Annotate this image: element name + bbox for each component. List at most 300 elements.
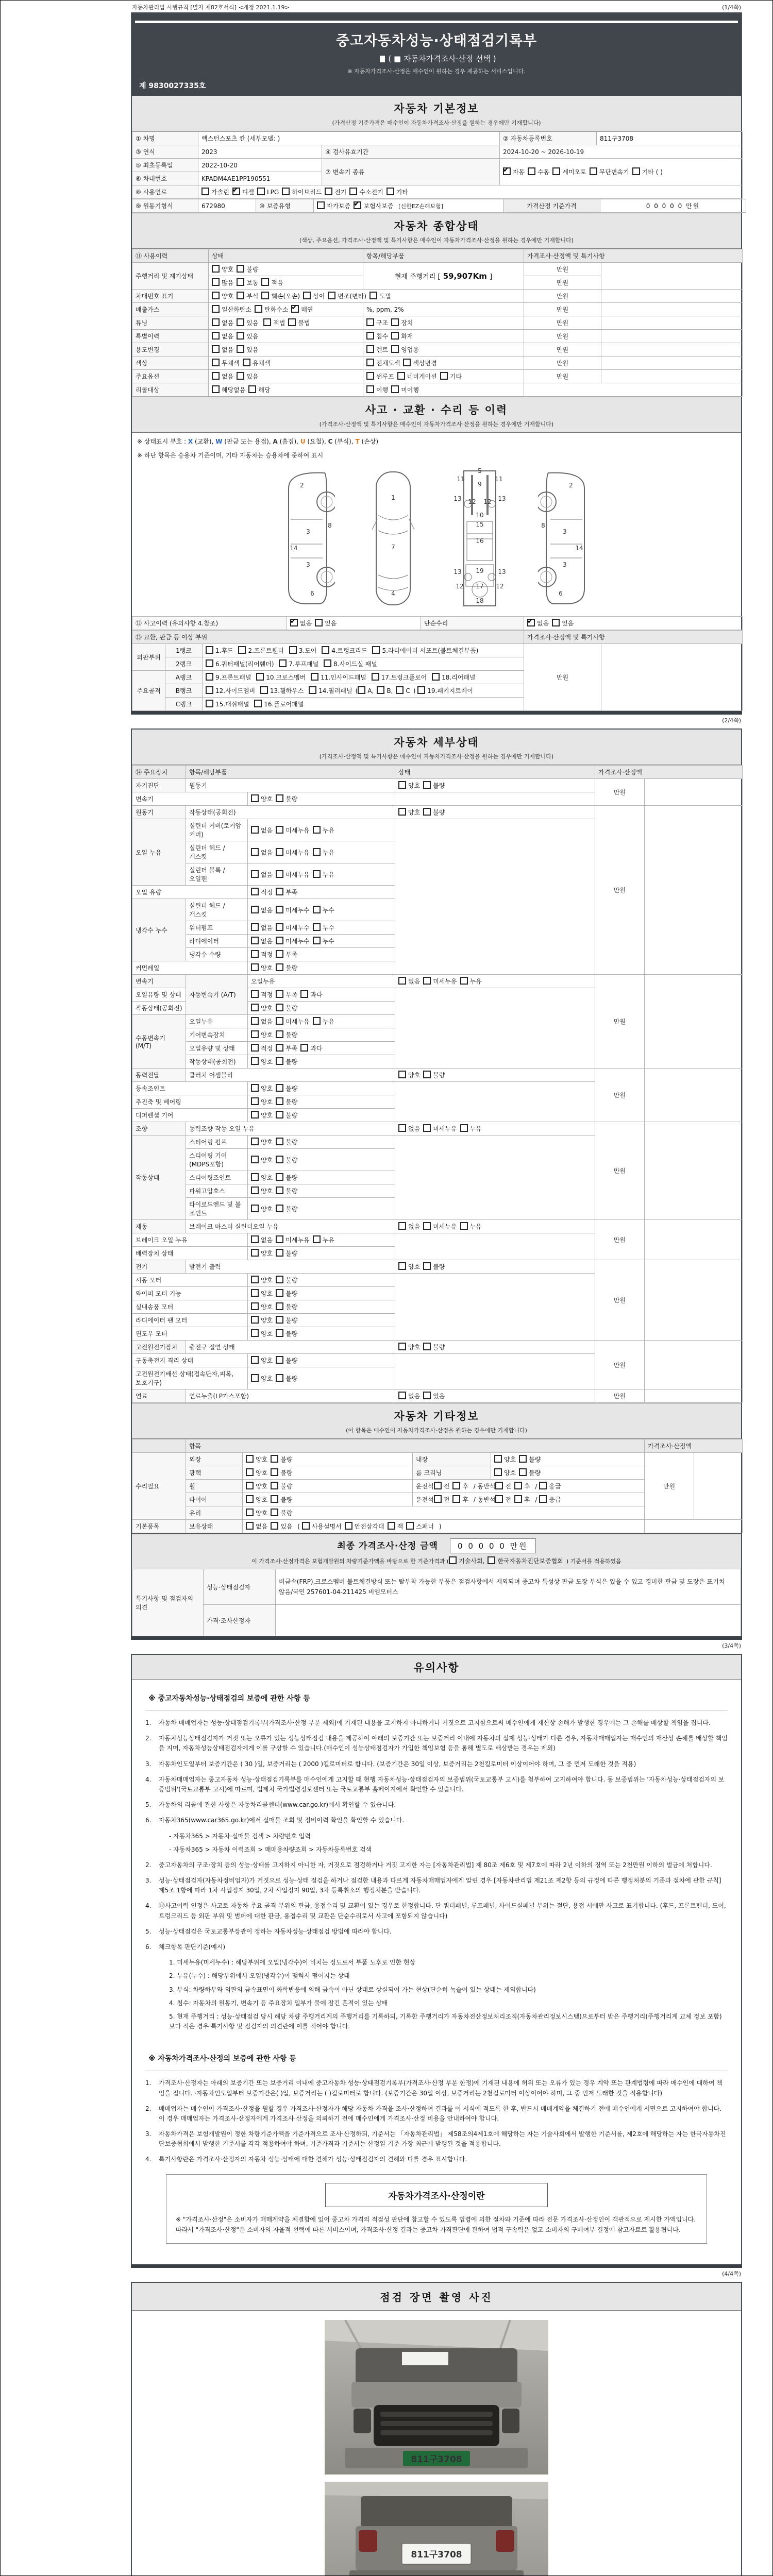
checkbox[interactable] bbox=[201, 188, 209, 195]
checkbox[interactable] bbox=[246, 1455, 254, 1463]
checkbox[interactable] bbox=[391, 385, 399, 393]
checkbox[interactable] bbox=[440, 372, 448, 380]
checkbox[interactable] bbox=[325, 188, 332, 195]
checkbox[interactable] bbox=[495, 1495, 503, 1503]
detail-state-table bbox=[132, 765, 741, 1403]
checkbox[interactable] bbox=[246, 1482, 254, 1489]
title-banner bbox=[132, 13, 741, 96]
check-option: 7.루프패널 bbox=[279, 659, 318, 668]
accident-history: ⑫ 사고이력 (유의사항 4.참조) ✔ 없음 있음 단순수리 ✔ 없음 있음 bbox=[132, 616, 743, 630]
checkbox[interactable] bbox=[254, 700, 262, 707]
checkbox[interactable] bbox=[354, 201, 361, 209]
diagram-part-2: 2 bbox=[569, 482, 573, 489]
check-option: 불량 bbox=[271, 1495, 292, 1504]
checkbox[interactable] bbox=[366, 332, 374, 340]
checkbox[interactable] bbox=[460, 1124, 468, 1132]
check-option: 누유 bbox=[313, 826, 334, 835]
checkbox[interactable] bbox=[300, 990, 308, 998]
checkbox[interactable] bbox=[403, 359, 411, 366]
checkbox[interactable] bbox=[391, 332, 399, 340]
check-option: 없음 bbox=[212, 345, 233, 354]
checkbox[interactable] bbox=[251, 1302, 259, 1310]
checkbox[interactable] bbox=[251, 870, 259, 878]
checkbox[interactable] bbox=[251, 1084, 259, 1092]
document-number: 제 9830027335호 bbox=[139, 82, 206, 90]
check-option: 기타 bbox=[386, 188, 408, 196]
check-option: 양호 bbox=[246, 1495, 267, 1504]
check-option: 불량 bbox=[423, 781, 445, 790]
checkbox[interactable] bbox=[237, 292, 244, 299]
checkbox[interactable] bbox=[212, 372, 220, 380]
checkbox[interactable] bbox=[237, 318, 244, 326]
checkbox[interactable] bbox=[434, 1482, 442, 1489]
checkbox[interactable] bbox=[251, 1356, 259, 1364]
check-option: 양호 bbox=[494, 1455, 516, 1464]
checkbox[interactable] bbox=[276, 1329, 283, 1337]
checkbox[interactable] bbox=[243, 359, 250, 366]
other-info: 항목 가격조사·산정액 수리필요 외장 양호 불량 내장 양호 불량 만원 광택 양호 불량 룸 크리닝 양호 불량 휠 양호 불량 운전석 전 후 / 동반석 전 후 / 응급 타이어 양호 불량 운전석 전 후 / 동반석 전 후 / 응급 유리 양호 불량 기본품목 보유상태 없음 있음 ( 사용설명서 안전삼각대 잭 스패너 ) bbox=[132, 1439, 743, 1533]
checkbox[interactable] bbox=[432, 673, 440, 681]
checkbox[interactable] bbox=[349, 188, 357, 195]
diagram-part-6: 6 bbox=[559, 590, 563, 597]
overall-title: 자동차 종합상태 bbox=[394, 220, 479, 232]
checkbox[interactable] bbox=[251, 937, 259, 944]
check-option: 응급 bbox=[539, 1482, 561, 1490]
checkbox[interactable] bbox=[372, 646, 380, 654]
check-option: 미세누유 bbox=[276, 826, 309, 835]
checkbox[interactable] bbox=[315, 619, 323, 626]
check-option: 11.인사이드패널 bbox=[311, 673, 366, 682]
checkbox[interactable] bbox=[495, 1482, 503, 1489]
check-option: 적법 bbox=[263, 318, 285, 327]
checkbox[interactable] bbox=[251, 826, 259, 834]
notice-item: 6. 체크항목 판단기준(예시) bbox=[145, 1943, 226, 1951]
checkbox[interactable] bbox=[369, 292, 377, 299]
checkbox[interactable] bbox=[398, 781, 406, 789]
checkbox[interactable] bbox=[311, 673, 318, 681]
status-code-A: A bbox=[273, 438, 278, 445]
checkbox[interactable] bbox=[423, 977, 431, 985]
checkbox[interactable] bbox=[206, 673, 213, 681]
diagram-part-4: 4 bbox=[391, 590, 395, 597]
checkbox[interactable] bbox=[251, 1111, 259, 1118]
checkbox[interactable] bbox=[528, 167, 535, 175]
checkbox[interactable] bbox=[324, 659, 331, 667]
check-option: 미세누수 bbox=[276, 937, 309, 945]
check-option: 불량 bbox=[271, 1482, 292, 1490]
accident-header bbox=[132, 397, 741, 433]
checkbox[interactable] bbox=[377, 686, 384, 694]
checkbox[interactable] bbox=[276, 937, 283, 944]
checkbox[interactable] bbox=[398, 977, 406, 985]
checkbox[interactable] bbox=[358, 686, 365, 694]
checkbox[interactable] bbox=[232, 188, 240, 195]
checkbox[interactable] bbox=[248, 385, 256, 393]
check-option: 양호 bbox=[398, 1071, 420, 1079]
check-option: ✔ 없음 bbox=[290, 619, 312, 628]
rear-license-plate: 811구3708 bbox=[411, 2550, 462, 2561]
checkbox[interactable] bbox=[434, 1495, 442, 1503]
checkbox[interactable] bbox=[276, 1173, 283, 1181]
checkbox[interactable] bbox=[590, 167, 597, 175]
checkbox[interactable] bbox=[276, 963, 283, 971]
checkbox[interactable] bbox=[237, 332, 244, 340]
checkbox[interactable] bbox=[276, 1097, 283, 1105]
checkbox[interactable] bbox=[322, 646, 329, 654]
detail-title: 자동차 세부상태 bbox=[394, 736, 479, 749]
checkbox[interactable] bbox=[276, 1316, 283, 1324]
check-option: 양호 bbox=[251, 1302, 273, 1311]
checkbox[interactable] bbox=[271, 1482, 278, 1489]
check-option: 네비게이션 bbox=[397, 372, 437, 381]
checkbox[interactable] bbox=[423, 1071, 431, 1078]
checkbox[interactable] bbox=[366, 372, 374, 380]
checkbox[interactable] bbox=[246, 1495, 254, 1503]
checkbox[interactable] bbox=[251, 848, 259, 856]
checkbox[interactable] bbox=[391, 345, 399, 353]
checkbox[interactable] bbox=[276, 1030, 283, 1038]
checkbox[interactable] bbox=[237, 372, 244, 380]
checkbox[interactable] bbox=[237, 278, 244, 286]
checkbox[interactable] bbox=[251, 1187, 259, 1194]
checkbox[interactable] bbox=[251, 1289, 259, 1297]
check-option: 불량 bbox=[276, 1173, 297, 1182]
checkbox[interactable] bbox=[386, 188, 394, 195]
notices-title: 유의사항 bbox=[413, 1662, 460, 1674]
check-option: 해당없음 bbox=[212, 385, 245, 394]
check-option: 양호 bbox=[246, 1455, 267, 1464]
check-option: 5.라디에이터 서포트(볼트체결부품) bbox=[372, 646, 478, 655]
checkbox[interactable] bbox=[251, 1329, 259, 1337]
checkbox[interactable] bbox=[271, 1495, 278, 1503]
checkbox[interactable] bbox=[452, 1495, 460, 1503]
checkbox[interactable] bbox=[300, 1044, 308, 1052]
checkbox[interactable] bbox=[423, 781, 431, 789]
checkbox[interactable] bbox=[246, 1468, 254, 1476]
check-option: 스패너 bbox=[406, 1522, 434, 1531]
checkbox[interactable] bbox=[276, 1111, 283, 1118]
checkbox[interactable] bbox=[396, 686, 404, 694]
check-option: 사용설명서 bbox=[302, 1522, 342, 1531]
notice-item: 1. 자동차 매매업자는 성능·상태점검기록부(가격조사·산정 부분 제외)에 기재된 내용을 고지하지 아니하거나 거짓으로 고지함으로써 매수인에게 재산상 손해가 발생한 경우에는 그 손해를 배상할 책임을 집니다. bbox=[145, 1719, 711, 1726]
checkbox[interactable] bbox=[251, 906, 259, 913]
checkbox[interactable] bbox=[552, 167, 560, 175]
checkbox[interactable] bbox=[256, 673, 264, 681]
checkbox[interactable] bbox=[632, 167, 640, 175]
checkbox[interactable] bbox=[366, 385, 374, 393]
checkbox[interactable] bbox=[212, 318, 220, 326]
checkbox[interactable] bbox=[372, 673, 379, 681]
checkbox[interactable] bbox=[271, 1455, 278, 1463]
checkbox[interactable] bbox=[388, 1522, 395, 1530]
checkbox[interactable] bbox=[255, 305, 262, 313]
checkbox[interactable] bbox=[251, 1057, 259, 1065]
checkbox[interactable] bbox=[317, 201, 325, 209]
checkbox[interactable] bbox=[276, 1187, 283, 1194]
check-option: 전 bbox=[434, 1482, 450, 1490]
checkbox[interactable] bbox=[423, 1392, 431, 1399]
checkbox[interactable] bbox=[276, 1374, 283, 1382]
checkbox[interactable] bbox=[212, 278, 220, 286]
check-option: 부족 bbox=[276, 1044, 297, 1053]
checkbox[interactable] bbox=[366, 318, 374, 326]
checkbox[interactable] bbox=[313, 870, 321, 878]
check-option: 불량 bbox=[276, 1374, 297, 1383]
checkbox[interactable] bbox=[303, 292, 311, 299]
checkbox[interactable] bbox=[398, 1124, 406, 1132]
checkbox[interactable] bbox=[251, 1017, 259, 1025]
checkbox[interactable] bbox=[279, 659, 287, 667]
checkbox[interactable] bbox=[271, 1468, 278, 1476]
checkbox[interactable] bbox=[276, 906, 283, 913]
checkbox[interactable] bbox=[276, 923, 283, 931]
check-option: 양호 bbox=[251, 1289, 273, 1298]
checkbox[interactable] bbox=[251, 1235, 259, 1243]
checkbox[interactable] bbox=[290, 619, 298, 626]
check-option: 후 bbox=[452, 1495, 468, 1504]
checkbox[interactable] bbox=[398, 1071, 406, 1078]
checkbox[interactable] bbox=[276, 870, 283, 878]
checkbox[interactable] bbox=[366, 345, 374, 353]
checkbox[interactable] bbox=[398, 1262, 406, 1270]
checkbox[interactable] bbox=[514, 1482, 522, 1489]
checkbox[interactable] bbox=[291, 305, 299, 313]
checkbox[interactable] bbox=[328, 292, 335, 299]
checkbox[interactable] bbox=[206, 686, 213, 694]
page-marker-4: (4/4쪽) bbox=[722, 2270, 741, 2278]
checkbox[interactable] bbox=[423, 1262, 431, 1270]
checkbox[interactable] bbox=[552, 619, 560, 626]
checkbox[interactable] bbox=[212, 265, 220, 273]
checkbox[interactable] bbox=[251, 1004, 259, 1011]
checkbox[interactable] bbox=[313, 1235, 321, 1243]
checkbox[interactable] bbox=[423, 1222, 431, 1230]
check-option: 후 bbox=[514, 1495, 530, 1504]
checkbox[interactable] bbox=[257, 188, 265, 195]
check-option: 미세누수 bbox=[276, 923, 309, 932]
check-option: 불량 bbox=[276, 1316, 297, 1325]
checkbox[interactable] bbox=[313, 848, 321, 856]
check-option: 썬루프 bbox=[366, 372, 394, 381]
checkbox[interactable] bbox=[251, 1030, 259, 1038]
checkbox[interactable] bbox=[251, 990, 259, 998]
overall-state-table bbox=[132, 249, 741, 397]
check-option: 있음 bbox=[237, 332, 258, 341]
checkbox[interactable] bbox=[423, 1343, 431, 1350]
detail-subtitle: (가격조사·산정액 및 특기사항은 매수인이 자동차가격조사·산정을 원하는 경우에만 기재합니다) bbox=[319, 753, 554, 760]
notices-section2-heading: ※ 자동차가격조사·산정의 보증에 관한 사항 등 bbox=[145, 2045, 728, 2071]
checkbox[interactable] bbox=[488, 1556, 495, 1564]
check-option: 잭 bbox=[388, 1522, 404, 1531]
document-title: 중고자동차성능·상태점검기록부 bbox=[335, 33, 537, 49]
overall-state: ⑪ 사용이력 상태 항목/해당부품 가격조사·산정액 및 특기사항 주행거리 및 계기상태 양호 불량 현재 주행거리 [ 59,907Km ] 만원 많음 보통 적음 만원 차대번호 표기 양호 부식 훼손(오손) 상이 변조(변타) 도말 만원 배출가스 일산화탄소 탄화수소 ✔ 매연 %, ppm, 2% 만원 튜닝 없음 있음 적법 불법 구조 장치 만원 특별이력 없음 있음 침수 화재 만원 용도변경 없음 있음 렌트 영업용 만원 색상 무채색 유채색 전체도색 색상변경 만원 주요옵션 없음 있음 썬루프 네비게이션 기타 만원 리콜대상 해당없음 해당 이행 미이행 bbox=[132, 249, 743, 397]
checkbox[interactable] bbox=[398, 1222, 406, 1230]
checkbox[interactable] bbox=[276, 1057, 283, 1065]
car-view-1 bbox=[278, 468, 335, 608]
page-1 bbox=[131, 12, 742, 711]
checkbox[interactable] bbox=[260, 686, 268, 694]
checkbox[interactable] bbox=[514, 1495, 522, 1503]
check-option: 기타 bbox=[440, 372, 462, 381]
checkbox[interactable] bbox=[251, 950, 259, 958]
checkbox[interactable] bbox=[276, 1249, 283, 1257]
checkbox[interactable] bbox=[276, 1004, 283, 1011]
checkbox[interactable] bbox=[276, 1084, 283, 1092]
checkbox[interactable] bbox=[261, 278, 269, 286]
checkbox[interactable] bbox=[251, 1205, 259, 1212]
checkbox[interactable] bbox=[246, 1522, 254, 1530]
checkbox[interactable] bbox=[251, 1138, 259, 1145]
checkbox[interactable] bbox=[276, 794, 283, 802]
special-notes: 특기사항 및 점검자의 의견 성능·상태점검자 비금속(FRP),크로스멤버 볼트체결방식 또는 탈부착 가능한 부품은 점검사항에서 제외되며 중고차 특성상 판금 도장 부식은 있을 수 있고 경미한 판금 및 도장은 표기치 않음/국민 257601-04-211425 비엠모터스 가격·조사산정자 bbox=[132, 1569, 741, 1636]
checkbox[interactable] bbox=[276, 990, 283, 998]
checkbox[interactable] bbox=[539, 1495, 547, 1503]
diagram-part-18: 18 bbox=[476, 597, 484, 604]
check-option: 불량 bbox=[423, 1343, 445, 1351]
checkbox[interactable] bbox=[212, 305, 220, 313]
check-option: 있음 bbox=[237, 372, 258, 381]
notice-item: 3. 자동차인도일부터 보증기간은 ( 30 )일, 보증거리는 ( 2000 )킬로미터로 합니다. (보증기간은 30일 이상, 보증거리는 2천킬로미터 이상이어야 하며, 그 중 먼저 도래한 것을 적용) bbox=[145, 1760, 636, 1768]
checkbox[interactable] bbox=[237, 345, 244, 353]
checkbox[interactable] bbox=[460, 1222, 468, 1230]
checkbox[interactable] bbox=[366, 359, 374, 366]
checkbox[interactable] bbox=[251, 1374, 259, 1382]
checkbox[interactable] bbox=[391, 318, 399, 326]
checkbox[interactable] bbox=[519, 1455, 527, 1463]
checkbox[interactable] bbox=[276, 1302, 283, 1310]
check-option: 양호 bbox=[251, 1111, 273, 1120]
notice-item: 3. 성능·상태점검자(자동차정비업자)가 거짓으로 성능·상태 점검을 하거나 점검한 내용과 다르게 자동차매매업자에게 알린 경우 [자동차관리법 제21조 제2항 등의 규정에 따른 행정처분의 기준과 절차에 관한 규칙] 제5조 1항에 따라 1차 사업정지 30일, 2차 사업정지 90일, 3차 등록취소의 행정처분을 받습니다. bbox=[145, 1877, 721, 1894]
diagram-part-1: 1 bbox=[391, 494, 395, 501]
checkbox[interactable] bbox=[397, 372, 405, 380]
checkbox[interactable] bbox=[519, 1468, 527, 1476]
checkbox[interactable] bbox=[276, 1017, 283, 1025]
checkbox[interactable] bbox=[212, 332, 220, 340]
checkbox[interactable] bbox=[212, 345, 220, 353]
checkbox[interactable] bbox=[238, 646, 246, 654]
check-option: 한국자동차진단보증협회 bbox=[488, 1556, 563, 1565]
checkbox[interactable] bbox=[313, 923, 321, 931]
checkbox[interactable] bbox=[276, 1156, 283, 1163]
check-option: 불량 bbox=[276, 1276, 297, 1284]
checkbox[interactable] bbox=[237, 265, 244, 273]
checkbox[interactable] bbox=[251, 1173, 259, 1181]
check-option: ✔ 없음 bbox=[527, 619, 549, 628]
checkbox[interactable] bbox=[271, 1522, 278, 1530]
diagram-part-15: 15 bbox=[476, 521, 484, 528]
checkbox[interactable] bbox=[251, 1044, 259, 1052]
checkbox[interactable] bbox=[251, 963, 259, 971]
checkbox[interactable] bbox=[423, 1124, 431, 1132]
checkbox[interactable] bbox=[527, 619, 535, 626]
checkbox[interactable] bbox=[288, 318, 296, 326]
checkbox[interactable] bbox=[251, 1316, 259, 1324]
checkbox[interactable] bbox=[206, 646, 213, 654]
document-title-note: ※ 자동차가격조사·산정은 매수인이 원하는 경우 제공하는 서비스입니다. bbox=[347, 68, 526, 75]
checkbox[interactable] bbox=[423, 808, 431, 816]
checkbox[interactable] bbox=[503, 167, 511, 175]
checkbox[interactable] bbox=[276, 1044, 283, 1052]
check-option: 수소전기 bbox=[349, 188, 383, 196]
checkbox[interactable] bbox=[449, 1556, 457, 1564]
checkbox[interactable] bbox=[398, 808, 406, 816]
checkbox[interactable] bbox=[494, 1468, 502, 1476]
checkbox[interactable] bbox=[452, 1482, 460, 1489]
checkbox[interactable] bbox=[251, 923, 259, 931]
accident-history-table bbox=[132, 616, 741, 711]
checkbox[interactable] bbox=[460, 977, 468, 985]
checkbox[interactable] bbox=[494, 1455, 502, 1463]
checkbox[interactable] bbox=[263, 318, 271, 326]
checkbox[interactable] bbox=[282, 188, 290, 195]
diagram-part-3: 3 bbox=[563, 561, 567, 568]
checkbox[interactable] bbox=[251, 1276, 259, 1283]
diagram-part-8: 8 bbox=[541, 522, 545, 529]
checkbox[interactable] bbox=[212, 385, 220, 393]
checkbox[interactable] bbox=[212, 292, 220, 299]
notice-item: 5. 성능·상태점검은 국토교통부장관이 정하는 자동차성능·상태점검 방법에 따라야 합니다. bbox=[145, 1927, 392, 1935]
checkbox[interactable] bbox=[302, 1522, 310, 1530]
checkbox[interactable] bbox=[276, 1289, 283, 1297]
page-1-bottom-bar bbox=[131, 711, 742, 715]
checkbox[interactable] bbox=[313, 1017, 321, 1025]
check-option: 전 bbox=[495, 1495, 511, 1504]
check-option: 없음 bbox=[398, 1222, 420, 1231]
check-option: 없음 bbox=[212, 318, 233, 327]
checkbox[interactable] bbox=[406, 1522, 414, 1530]
checkbox[interactable] bbox=[276, 826, 283, 834]
checkbox[interactable] bbox=[313, 906, 321, 913]
checkbox[interactable] bbox=[251, 1156, 259, 1163]
check-option: 장치 bbox=[391, 318, 413, 327]
checkbox[interactable] bbox=[276, 848, 283, 856]
checkbox[interactable] bbox=[276, 1138, 283, 1145]
checkbox[interactable] bbox=[212, 359, 220, 366]
checkbox[interactable] bbox=[246, 1509, 254, 1516]
checkbox[interactable] bbox=[276, 950, 283, 958]
checkbox[interactable] bbox=[271, 1509, 278, 1516]
checkbox[interactable] bbox=[251, 1249, 259, 1257]
checkbox[interactable] bbox=[313, 937, 321, 944]
diagram-part-19: 19 bbox=[476, 567, 484, 574]
checkbox[interactable] bbox=[289, 646, 297, 654]
checkbox[interactable] bbox=[276, 1276, 283, 1283]
checkbox[interactable] bbox=[398, 1343, 406, 1350]
checkbox[interactable] bbox=[251, 794, 259, 802]
checkbox[interactable] bbox=[276, 1356, 283, 1364]
check-option: 누유 bbox=[460, 1222, 482, 1231]
checkbox[interactable] bbox=[309, 686, 316, 694]
checkbox[interactable] bbox=[398, 1392, 406, 1399]
checkbox[interactable] bbox=[206, 700, 213, 707]
checkbox[interactable] bbox=[276, 1235, 283, 1243]
check-option: 적정 bbox=[251, 1044, 273, 1053]
checkbox[interactable] bbox=[539, 1482, 547, 1489]
checkbox[interactable] bbox=[261, 292, 269, 299]
checkbox[interactable] bbox=[251, 1097, 259, 1105]
checkbox[interactable] bbox=[276, 1205, 283, 1212]
checkbox[interactable] bbox=[313, 826, 321, 834]
checkbox[interactable] bbox=[345, 1522, 352, 1530]
checkbox[interactable] bbox=[206, 659, 213, 667]
checkbox[interactable] bbox=[251, 888, 259, 895]
check-option: 있음 bbox=[423, 1392, 445, 1400]
checkbox[interactable] bbox=[276, 888, 283, 895]
check-option: 양호 bbox=[212, 265, 233, 274]
check-option: 부족 bbox=[276, 990, 297, 999]
checkbox[interactable] bbox=[417, 686, 425, 694]
diagram-part-11: 11 bbox=[457, 476, 465, 483]
